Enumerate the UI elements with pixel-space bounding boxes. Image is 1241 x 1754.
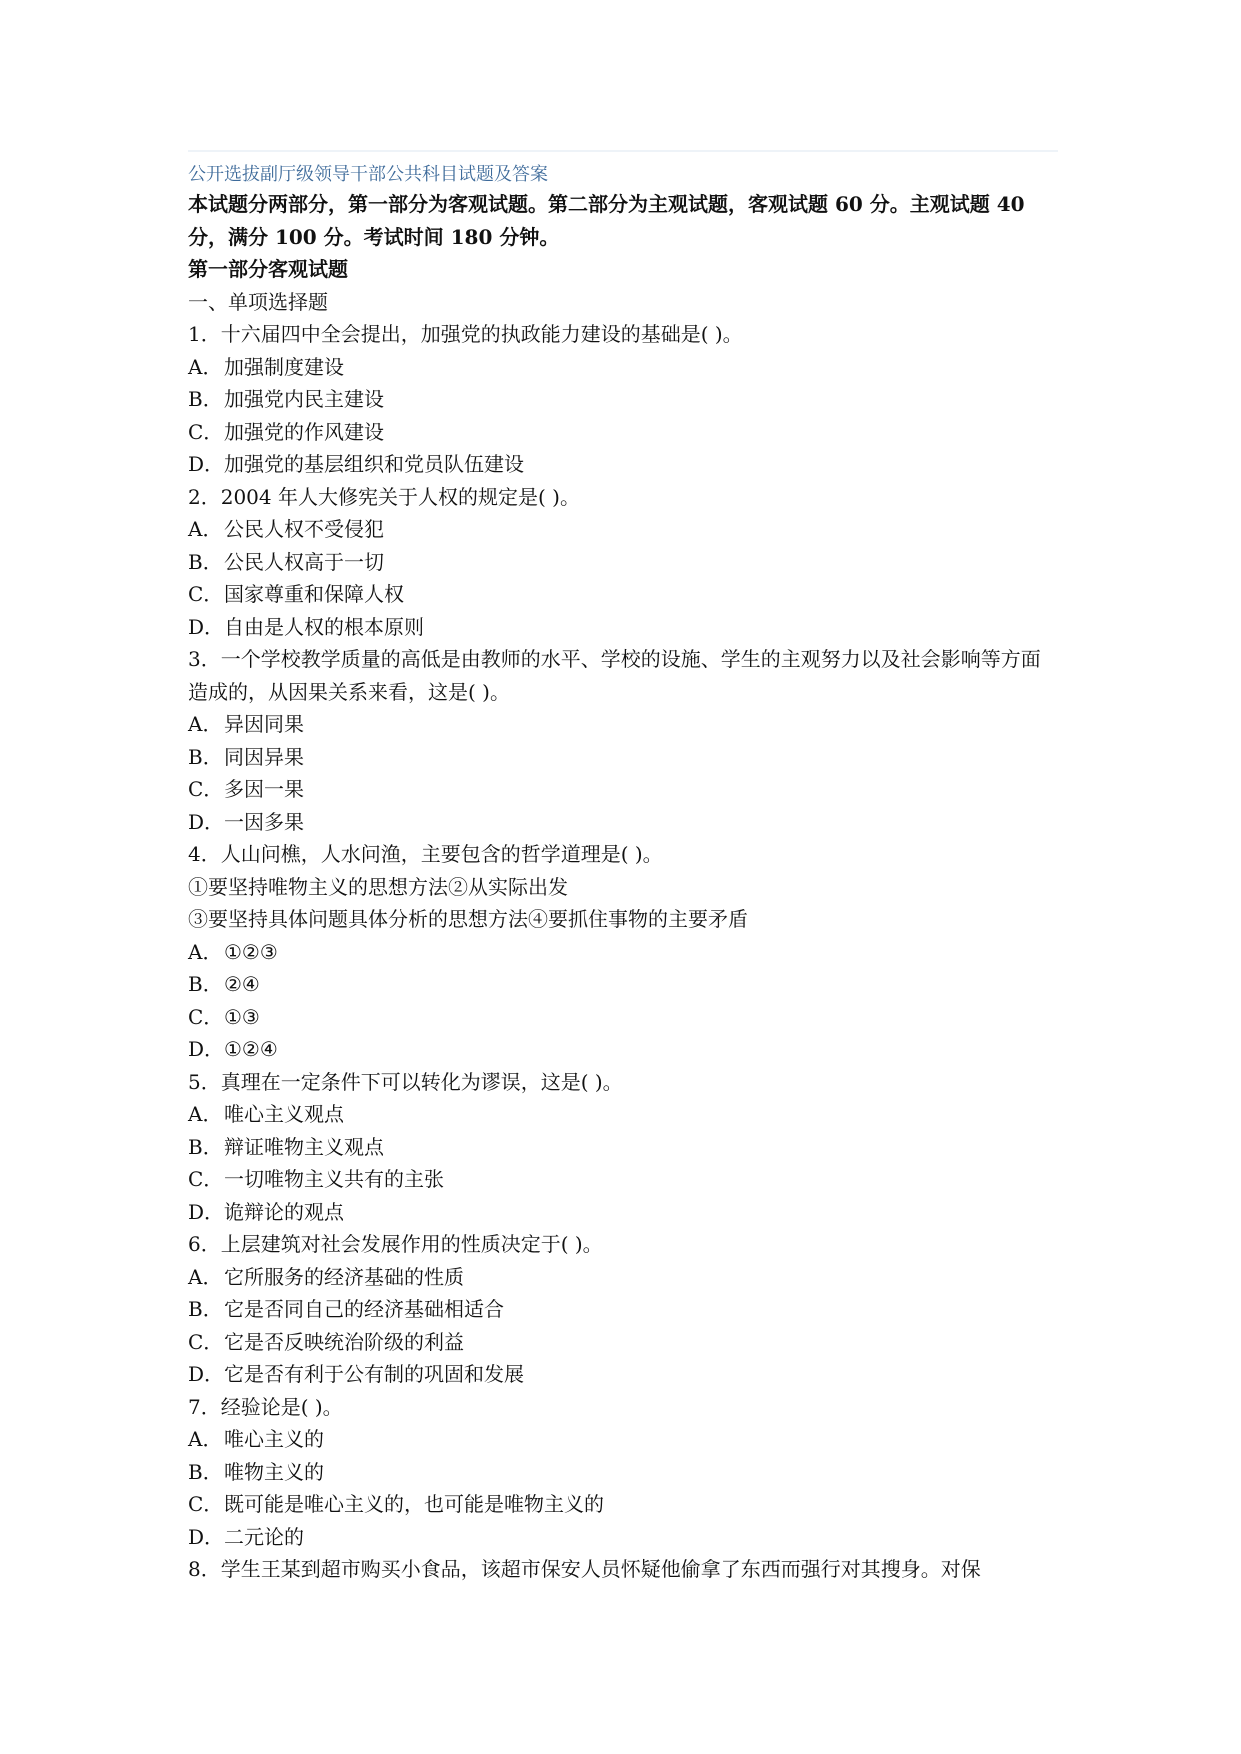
option-letter: D． [188, 1362, 225, 1386]
option-text: ①③ [224, 1004, 260, 1029]
question-5 [188, 1066, 1058, 1229]
option-c [188, 416, 1058, 449]
option-text: 它是否同自己的经济基础相适合 [224, 1297, 504, 1321]
option-c [188, 1488, 1058, 1521]
option-d [188, 1196, 1058, 1229]
option-a [188, 708, 1058, 741]
option-letter: B． [188, 972, 223, 996]
option-text: 公民人权高于一切 [224, 549, 384, 574]
intro-paragraph: 本试题分两部分，第一部分为客观试题。第二部分为主观试题，客观试题 60 分。主观试题 40 分，满分 100 分。考试时间 180 分钟。 [188, 192, 1025, 249]
option-letter: D． [188, 1524, 225, 1549]
option-text: 唯物主义的 [224, 1459, 324, 1484]
option-text: 国家尊重和保障人权 [224, 582, 404, 606]
option-text: 唯心主义的 [224, 1427, 324, 1451]
option-b [188, 1131, 1058, 1164]
question-2 [188, 481, 1058, 644]
option-d [188, 1358, 1058, 1391]
question-stem: 8．学生王某到超市购买小食品，该超市保安人员怀疑他偷拿了东西而强行对其搜身。对保 [188, 1557, 981, 1581]
option-a [188, 1098, 1058, 1131]
question-stem: 5．真理在一定条件下可以转化为谬误，这是( )。 [188, 1069, 623, 1094]
option-c [188, 1326, 1058, 1359]
option-text: 加强党内民主建设 [224, 387, 384, 411]
option-letter: B． [188, 387, 223, 411]
option-b [188, 741, 1058, 774]
option-d [188, 806, 1058, 839]
section-heading: 一、单项选择题 [188, 289, 328, 314]
question-1 [188, 318, 1058, 481]
question-statement: ③要坚持具体问题具体分析的思想方法④要抓住事物的主要矛盾 [188, 907, 748, 931]
option-a [188, 936, 1058, 969]
option-text: ①②③ [224, 939, 278, 964]
question-stem: 4．人山问樵，人水问渔，主要包含的哲学道理是( )。 [188, 842, 663, 866]
option-a [188, 1423, 1058, 1456]
option-letter: A． [188, 939, 223, 964]
option-text: 二元论的 [224, 1524, 304, 1549]
option-c [188, 1163, 1058, 1196]
question-stem: 7．经验论是( )。 [188, 1394, 343, 1419]
option-text: 它是否有利于公有制的巩固和发展 [224, 1362, 524, 1386]
top-divider [188, 150, 1058, 152]
option-c [188, 773, 1058, 806]
question-6 [188, 1228, 1058, 1391]
option-d [188, 611, 1058, 644]
part-heading: 第一部分客观试题 [188, 257, 348, 281]
option-text: 公民人权不受侵犯 [224, 517, 384, 541]
option-d [188, 1521, 1058, 1554]
question-stem: 1．十六届四中全会提出，加强党的执政能力建设的基础是( )。 [188, 322, 743, 346]
option-b [188, 1456, 1058, 1489]
option-letter: B． [188, 1297, 223, 1321]
question-stem: 2．2004 年人大修宪关于人权的规定是( )。 [188, 484, 580, 509]
option-d [188, 448, 1058, 481]
option-c [188, 578, 1058, 611]
option-b [188, 546, 1058, 579]
option-letter: C． [188, 1004, 224, 1029]
question-3 [188, 643, 1058, 838]
option-letter: C． [188, 777, 224, 801]
option-text: 加强党的作风建设 [224, 419, 384, 444]
option-a [188, 513, 1058, 546]
option-text: ①②④ [224, 1037, 278, 1061]
option-d [188, 1033, 1058, 1066]
option-a [188, 351, 1058, 384]
option-text: 辩证唯物主义观点 [224, 1134, 384, 1159]
option-text: 它所服务的经济基础的性质 [224, 1264, 464, 1289]
option-text: 一因多果 [224, 809, 304, 834]
option-text: 异因同果 [224, 712, 304, 736]
option-letter: A． [188, 1102, 223, 1126]
option-letter: B． [188, 549, 223, 574]
option-b [188, 383, 1058, 416]
option-letter: C． [188, 1329, 224, 1354]
question-statement: ①要坚持唯物主义的思想方法②从实际出发 [188, 874, 568, 899]
option-text: 唯心主义观点 [224, 1102, 344, 1126]
option-letter: D． [188, 809, 225, 834]
question-4 [188, 838, 1058, 1066]
option-letter: D． [188, 1199, 225, 1224]
option-letter: C． [188, 582, 224, 606]
option-letter: A． [188, 712, 223, 736]
question-7 [188, 1391, 1058, 1554]
option-text: 它是否反映统治阶级的利益 [224, 1329, 464, 1354]
option-letter: C． [188, 419, 224, 444]
option-letter: C． [188, 1167, 224, 1191]
option-text: 加强制度建设 [224, 354, 344, 379]
option-letter: A． [188, 1427, 223, 1451]
option-b [188, 1293, 1058, 1326]
option-b [188, 968, 1058, 1001]
document-page [188, 150, 1058, 1586]
question-stem: 3．一个学校教学质量的高低是由教师的水平、学校的设施、学生的主观努力以及社会影响等方面造成的，从因果关系来看，这是( )。 [188, 647, 1041, 704]
option-text: 同因异果 [224, 744, 304, 769]
option-text: 既可能是唯心主义的，也可能是唯物主义的 [224, 1492, 604, 1516]
option-text: 自由是人权的根本原则 [224, 614, 424, 639]
option-text: ②④ [224, 972, 260, 996]
option-letter: C． [188, 1492, 224, 1516]
option-text: 多因一果 [224, 777, 304, 801]
option-text: 一切唯物主义共有的主张 [224, 1167, 444, 1191]
option-letter: A． [188, 517, 223, 541]
option-c [188, 1001, 1058, 1034]
option-letter: B． [188, 744, 223, 769]
option-letter: A． [188, 1264, 223, 1289]
option-letter: A． [188, 354, 223, 379]
question-stem: 6．上层建筑对社会发展作用的性质决定于( )。 [188, 1232, 603, 1256]
document-title: 公开选拔副厅级领导干部公共科目试题及答案 [188, 164, 548, 185]
question-8 [188, 1553, 1058, 1586]
option-text: 诡辩论的观点 [224, 1199, 344, 1224]
option-letter: D． [188, 614, 225, 639]
option-letter: D． [188, 1037, 225, 1061]
option-text: 加强党的基层组织和党员队伍建设 [224, 452, 524, 476]
option-letter: B． [188, 1459, 223, 1484]
option-a [188, 1261, 1058, 1294]
option-letter: B． [188, 1134, 223, 1159]
option-letter: D． [188, 452, 225, 476]
